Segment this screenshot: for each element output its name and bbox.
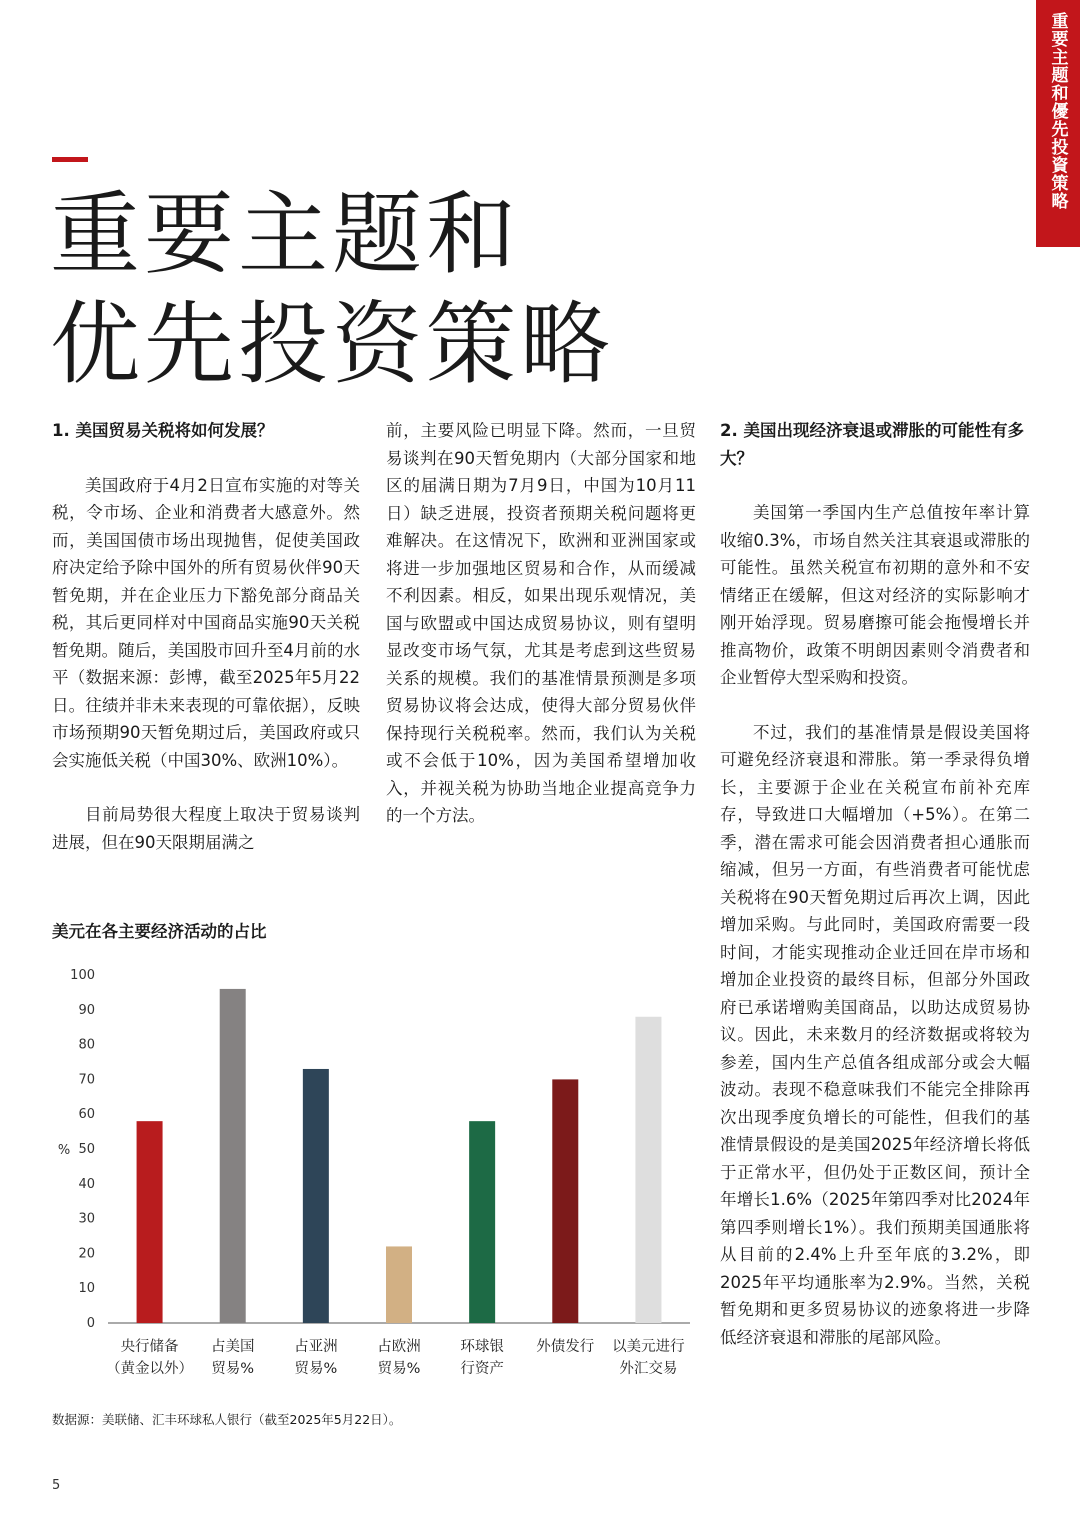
y-tick-label: 70	[78, 1072, 95, 1088]
x-category-label: 央行储备	[120, 1339, 179, 1355]
y-tick-label: 10	[78, 1281, 95, 1297]
page-title	[50, 180, 614, 400]
x-category-label: 占亚洲	[294, 1339, 338, 1355]
y-tick-label: 0	[86, 1316, 95, 1331]
section-2-paragraph-2: 不过，我们的基准情景是假设美国将可避免经济衰退和滞胀。第一季录得负增长，主要源于企业在关税宣布前补充库存，导致进口大幅增加（+5%）。在第二季，潜在需求可能会因消费者担心通胀而缩减，但另一方面，有些消费者可能忧虑关税将在90天暂免期过后再次上调，因此增加采购。与此同时，美国政府需要一段时间，才能实现推动企业迁回在岸市场和增加企业投资的最终目标，但部分外国政府已承诺增购美国商品，以助达成贸易协议。因此，未来数月的经济数据或将较为参差，国内生产总值各组成部分或会大幅波动。表现不稳意味我们不能完全排除再次出现季度负增长的可能性，但我们的基准情景假设的是美国2025年经济增长将低于正常水平，但仍处于正数区间，预计全年增长1.6%（2025年第四季对比2024年第四季则增长1%）。我们预期美国通胀将从目前的2.4%上升至年底的3.2%，即2025年平均通胀率为2.9%。当然，关税暂免期和更多贸易协议的迹象将进一步降低经济衰退和滞胀的尾部风险。	[720, 722, 1030, 1347]
y-tick-label: 80	[78, 1037, 95, 1053]
x-category-label: 占美国	[210, 1339, 255, 1355]
page-number: 5	[52, 1478, 61, 1493]
column-2	[386, 417, 696, 857]
bar	[552, 1079, 578, 1323]
title-accent-bar	[52, 157, 88, 162]
bar-chart	[48, 960, 698, 1400]
y-tick-label: 50	[78, 1142, 95, 1157]
x-category-label: 以美元进行	[612, 1339, 685, 1355]
y-axis-label: %	[57, 1143, 71, 1158]
y-tick-label: 90	[78, 1002, 95, 1018]
y-tick-label: 60	[78, 1107, 95, 1123]
bar	[386, 1246, 412, 1323]
column-1	[52, 417, 360, 883]
bar	[635, 1017, 661, 1323]
page-title-line-1: 重要主题和	[50, 182, 520, 287]
section-1-paragraph-2-continued: 前，主要风险已明显下降。然而，一旦贸易谈判在90天暂免期内（大部分国家和地区的届满日期为7月9日，中国为10月11日）缺乏进展，投资者预期关税问题将更难解决。在这情况下，欧洲和亚洲国家或将进一步加强地区贸易和合作，从而缓减不利因素。相反，如果出现乐观情况，美国与欧盟或中国达成贸易协议，则有望明显改变市场气氛，尤其是考虑到这些贸易关系的规模。我们的基准情景预测是多项贸易协议将会达成，使得大部分贸易伙伴保持现行关税税率。然而，我们认为关税或不会低于10%，因为美国希望增加收入，并视关税为协助当地企业提高竞争力的一个方法。	[386, 421, 696, 825]
bar	[469, 1121, 495, 1323]
section-2-paragraph-1: 美国第一季国内生产总值按年率计算收缩0.3%，市场自然关注其衰退或滞胀的可能性。虽然关税宣布初期的意外和不安情绪正在缓解，但这对经济的实际影响才刚开始浮现。贸易磨擦可能会拖慢增长并推高物价，政策不明朗因素则令消费者和企业暂停大型采购和投资。	[720, 503, 1030, 687]
section-side-tab: 重要主题和優先投資策略	[1036, 0, 1080, 247]
x-category-label: 占欧洲	[377, 1339, 421, 1355]
bar	[220, 989, 246, 1323]
x-category-label: 贸易%	[377, 1361, 421, 1377]
x-category-label: 贸易%	[211, 1361, 255, 1377]
y-tick-label: 100	[70, 968, 95, 983]
x-category-label: 环球银	[460, 1339, 504, 1355]
y-tick-label: 20	[78, 1246, 95, 1262]
y-tick-label: 40	[78, 1176, 95, 1192]
bar	[303, 1069, 329, 1323]
section-1-paragraph-1: 美国政府于4月2日宣布实施的对等关税，令市场、企业和消费者大感意外。然而，美国国债市场出现抛售，促使美国政府决定给予除中国外的所有贸易伙伴90天暂免期，并在企业压力下豁免部分商品关税，其后更同样对中国商品实施90天关税暂免期。随后，美国股市回升至4月前的水平（数据来源：彭博，截至2025年5月22日。往绩并非未来表现的可靠依据），反映市场预期90天暂免期过后，美国政府或只会实施低关税（中国30%、欧洲10%）。	[52, 475, 360, 770]
section-1-heading: 1. 美国贸易关税将如何发展？	[52, 421, 274, 440]
x-category-label: 行资产	[460, 1361, 504, 1377]
page-title-line-2: 优先投资策略	[50, 292, 614, 397]
section-2-heading: 2. 美国出现经济衰退或滞胀的可能性有多大？	[720, 421, 1024, 468]
chart-source-note: 数据源：美联储、汇丰环球私人银行（截至2025年5月22日）。	[52, 1412, 402, 1427]
x-category-label: 贸易%	[294, 1361, 338, 1377]
x-category-label: 外债发行	[536, 1339, 595, 1355]
y-tick-label: 30	[78, 1211, 95, 1227]
x-category-label: （黄金以外）	[106, 1361, 194, 1377]
bar	[137, 1121, 163, 1323]
chart-title: 美元在各主要经济活动的占比	[52, 922, 267, 941]
section-1-paragraph-2: 目前局势很大程度上取决于贸易谈判进展，但在90天限期届满之	[52, 805, 360, 852]
column-3	[720, 417, 1030, 1378]
x-category-label: 外汇交易	[619, 1361, 678, 1377]
